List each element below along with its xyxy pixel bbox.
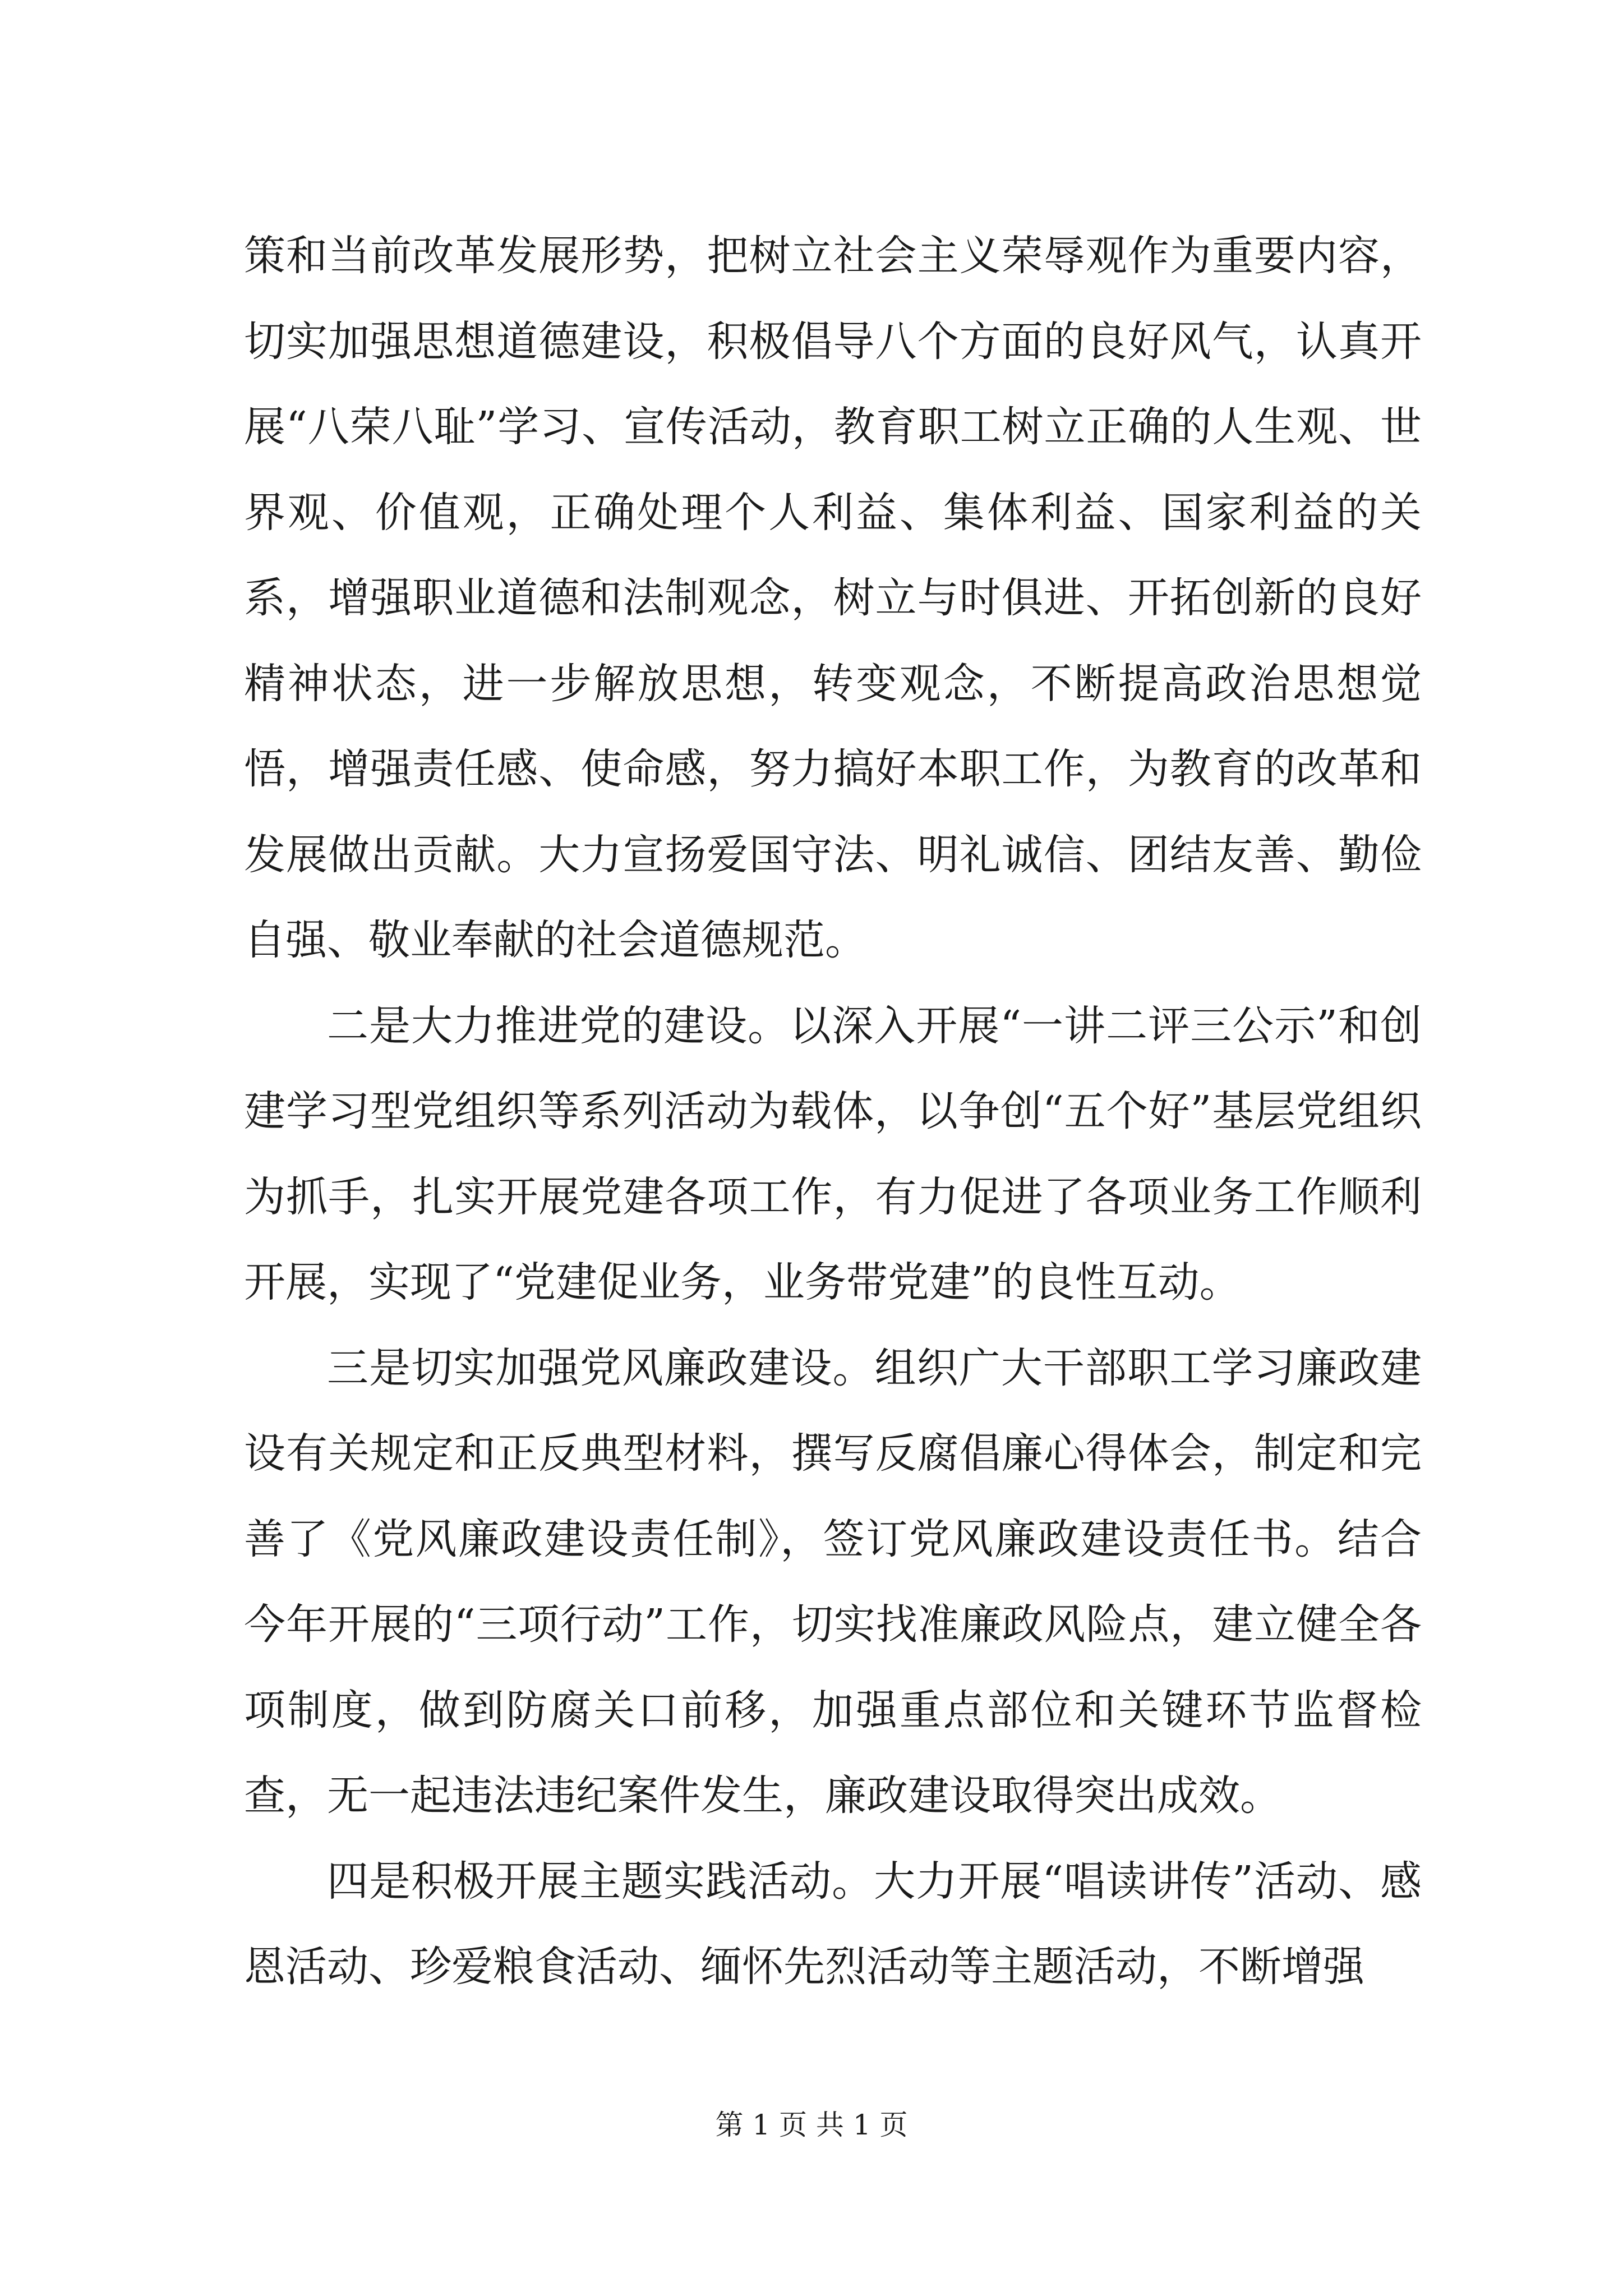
page-footer: 第 1 页 共 1 页 — [715, 2109, 908, 2141]
paragraph-theme-activities: 四是积极开展主题实践活动。大力开展“唱读讲传”活动、感恩活动、珍爱粮食活动、缅怀先烈活动等主题活动，不断增强 — [244, 1857, 1422, 1991]
paragraph-integrity-building: 三是切实加强党风廉政建设。组织广大干部职工学习廉政建设有关规定和正反典型材料，撰写反腐倡廉心得体会，制定和完善了《党风廉政建设责任制》，签订党风廉政建设责任书。结合今年开展的“三项行动”工作，切实找准廉政风险点，建立健全各项制度，做到防腐关口前移，加强重点部位和关键环节监督检查，无一起违法违纪案件发生，廉政建设取得突出成效。 — [244, 1343, 1422, 1820]
paragraph-continuation: 策和当前改革发展形势，把树立社会主义荣辱观作为重要内容，切实加强思想道德建设，积极倡导八个方面的良好风气，认真开展“八荣八耻”学习、宣传活动，教育职工树立正确的人生观、世界观、价值观，正确处理个人利益、集体利益、国家利益的关系，增强职业道德和法制观念，树立与时俱进、开拓创新的良好精神状态，进一步解放思想，转变观念，不断提高政治思想觉悟，增强责任感、使命感，努力搞好本职工作，为教育的改革和发展做出贡献。大力宣扬爱国守法、明礼诚信、团结友善、勤俭自强、敬业奉献的社会道德规范。 — [244, 232, 1422, 964]
paragraph-party-building: 二是大力推进党的建设。以深入开展“一讲二评三公示”和创建学习型党组织等系列活动为载体，以争创“五个好”基层党组织为抓手，扎实开展党建各项工作，有力促进了各项业务工作顺利开展，实现了“党建促业务，业务带党建”的良性互动。 — [244, 1001, 1422, 1306]
document-body — [244, 213, 1422, 2010]
